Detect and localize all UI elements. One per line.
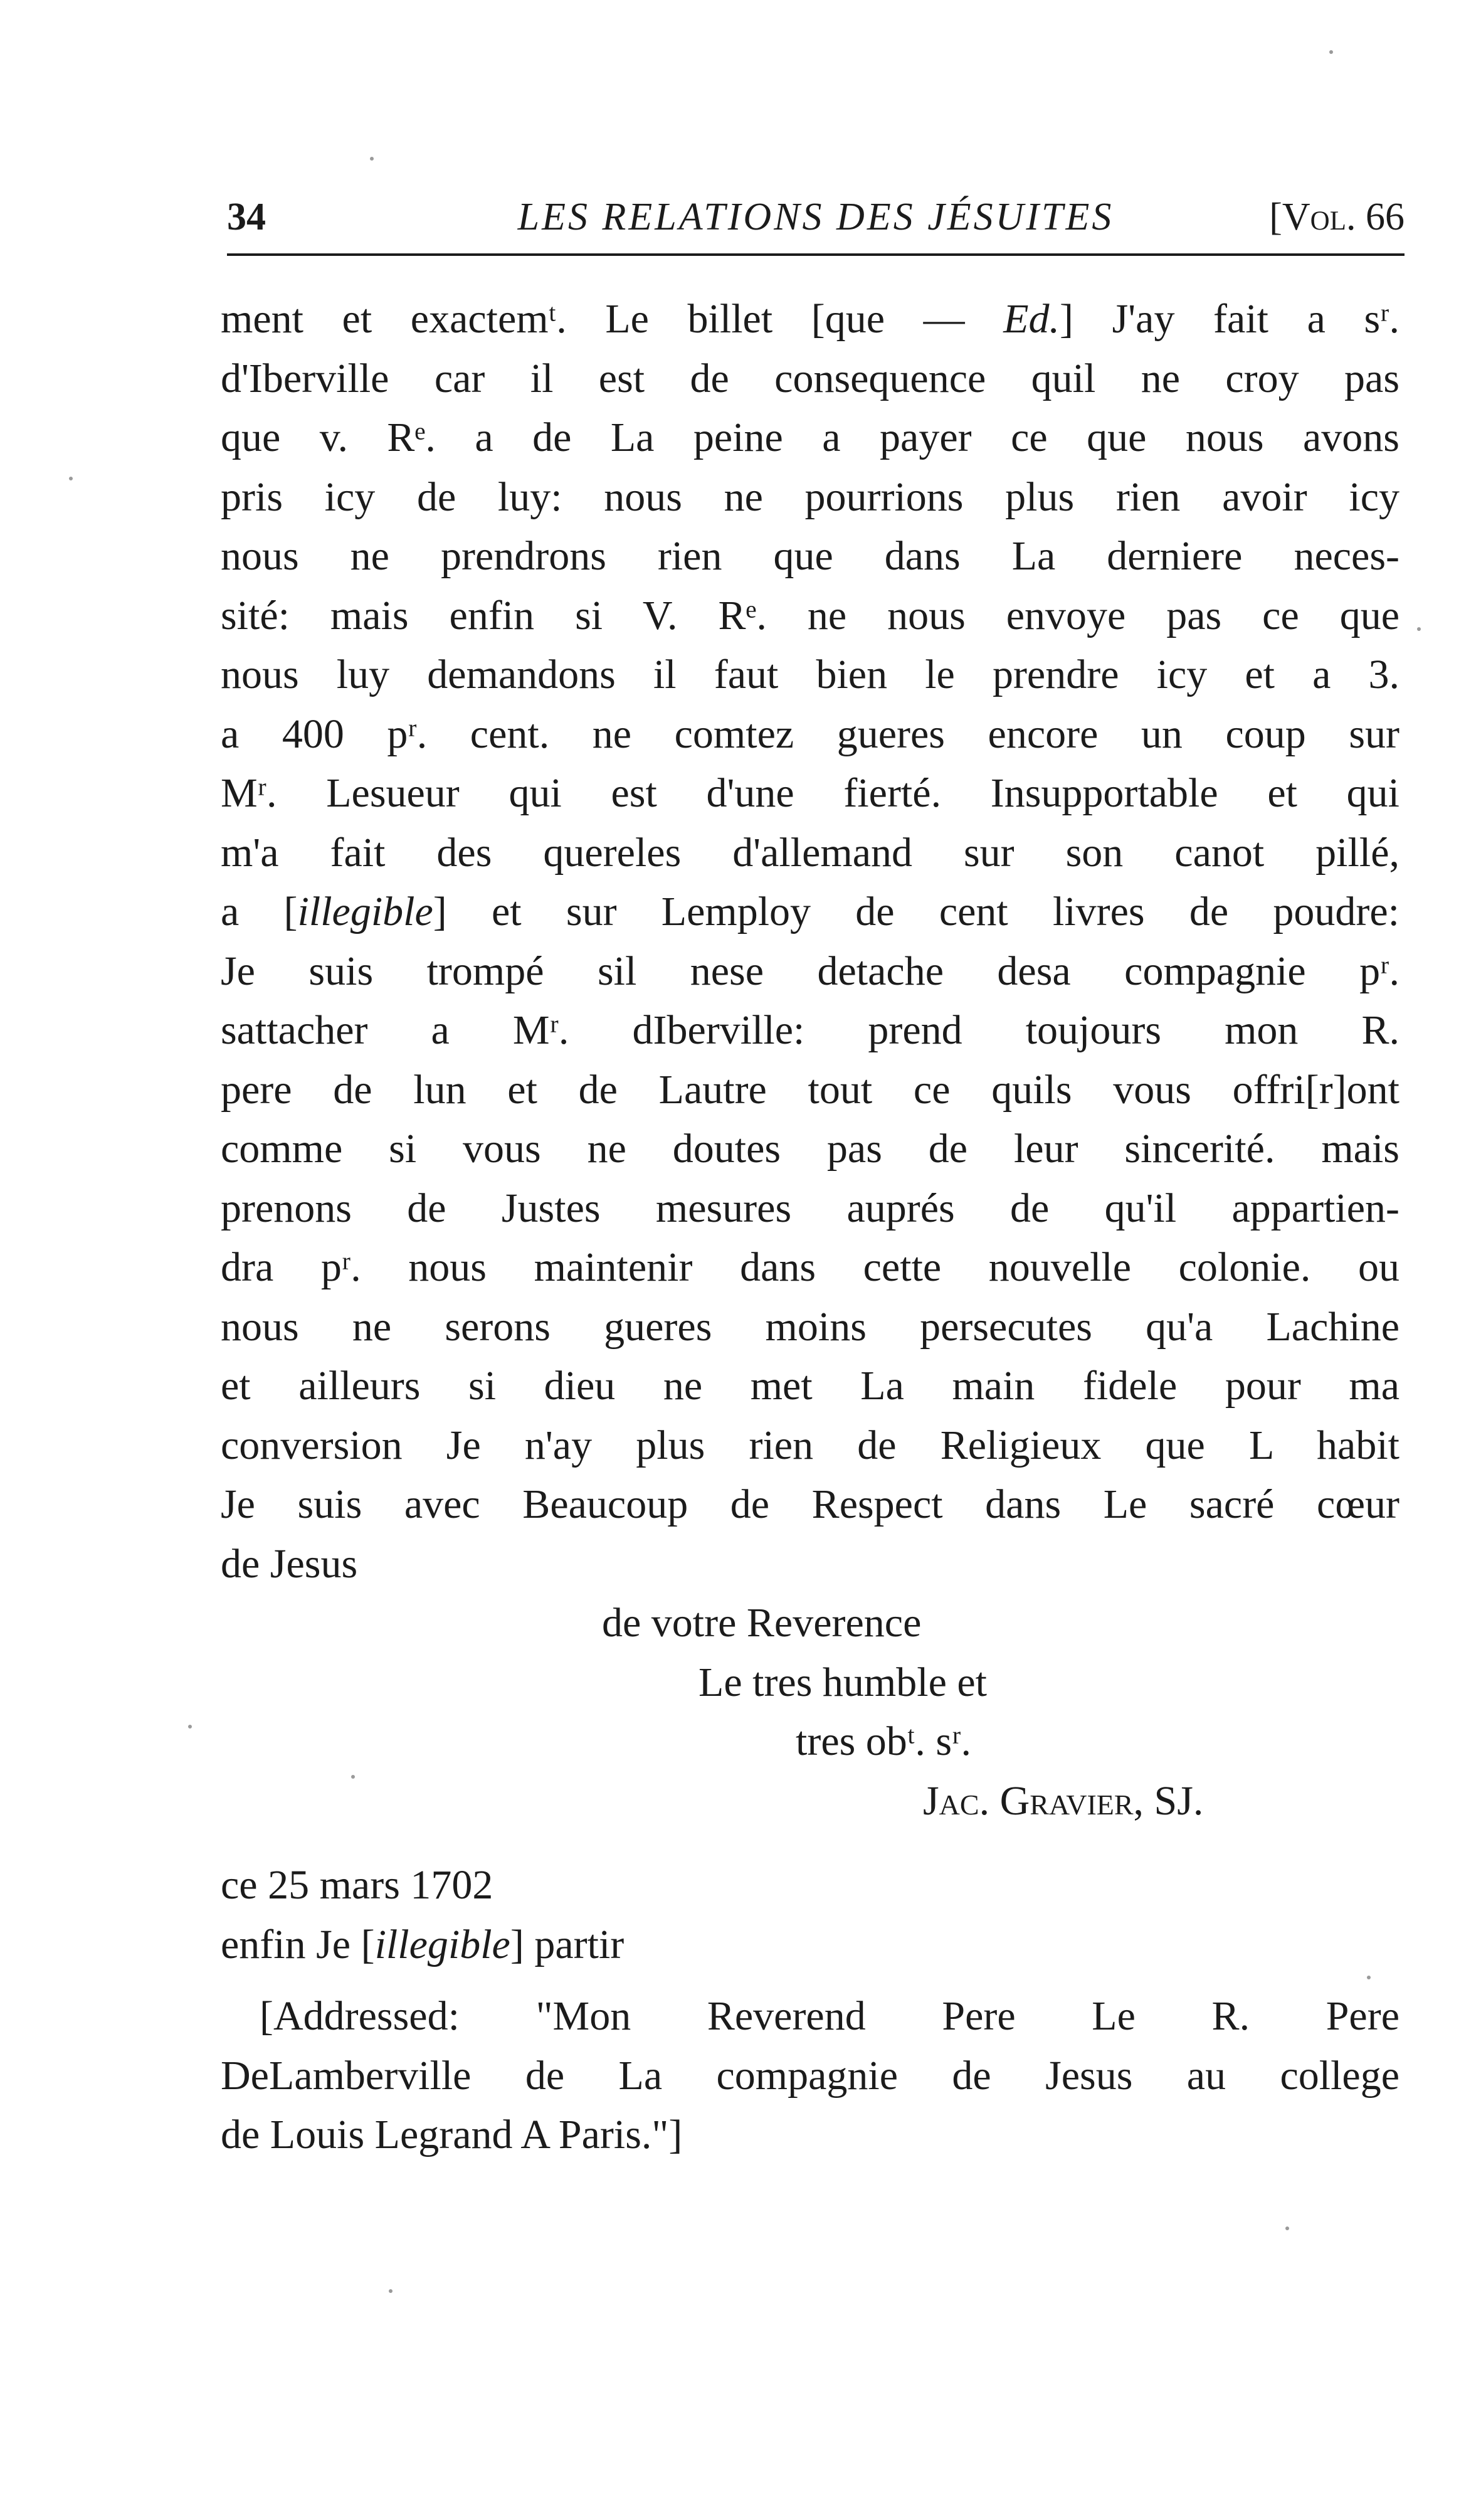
- text-line: a [illegible] et sur Lemploy de cent livres de poudre:: [221, 889, 1399, 934]
- running-title: LES RELATIONS DES JÉSUITES: [517, 196, 1114, 238]
- signature: Jac. Gravier, SJ.: [923, 1777, 1204, 1824]
- text-line: pris icy de luy: nous ne pourrions plus rien avoir icy: [221, 474, 1399, 520]
- text-line: sattacher a Mʳ. dIberville: prend toujours mon R.: [221, 1007, 1399, 1053]
- text-line: et ailleurs si dieu ne met La main fidele pour ma: [221, 1363, 1399, 1409]
- text-line: d'Iberville car il est de consequence quil ne croy pas: [221, 355, 1399, 401]
- postscript: enfin Je [illegible] partir: [221, 1921, 625, 1967]
- text-line: prenons de Justes mesures auprés de qu'il appartien-: [221, 1185, 1399, 1231]
- text-line: dra pʳ. nous maintenir dans cette nouvelle colonie. ou: [221, 1244, 1399, 1290]
- text-line: conversion Je n'ay plus rien de Religieux que L habit: [221, 1422, 1399, 1468]
- scan-speck: [389, 2289, 393, 2293]
- letter-body: [221, 290, 1399, 2165]
- scan-speck: [370, 157, 374, 161]
- scan-speck: [1285, 2226, 1289, 2230]
- text-line: nous ne serons gueres moins persecutes qu'a Lachine: [221, 1303, 1399, 1350]
- spacer: [221, 1831, 1399, 1856]
- address-line: [Addressed: "Mon Reverend Pere Le R. Pere: [260, 1993, 1399, 2039]
- text-line: ment et exactemᵗ. Le billet [que — Ed.] J'ay fait a sʳ.: [221, 296, 1399, 342]
- scan-speck: [1367, 1976, 1371, 1979]
- closing-line: de votre Reverence: [602, 1600, 922, 1646]
- text-line: de Jesus: [221, 1540, 358, 1587]
- closing-line: tres obᵗ. sʳ.: [796, 1718, 971, 1764]
- closing-line: Le tres humble et: [698, 1659, 988, 1705]
- text-line: Je suis avec Beaucoup de Respect dans Le sacré cœur: [221, 1481, 1399, 1527]
- date-line: ce 25 mars 1702: [221, 1862, 493, 1908]
- text-line: nous luy demandons il faut bien le prendre icy et a 3.: [221, 652, 1399, 697]
- spacer: [221, 1974, 1399, 1987]
- running-head: [227, 188, 1405, 246]
- scan-speck: [188, 1725, 192, 1729]
- scan-speck: [351, 1775, 355, 1779]
- header-rule: [227, 253, 1405, 256]
- scan-speck: [1329, 50, 1333, 54]
- text-line: que v. Rᵉ. a de La peine a payer ce que nous avons: [221, 415, 1399, 460]
- text-line: sité: mais enfin si V. Rᵉ. ne nous envoye pas ce que: [221, 592, 1399, 638]
- text-line: a 400 pʳ. cent. ne comtez gueres encore un coup sur: [221, 711, 1399, 757]
- address-line: de Louis Legrand A Paris."]: [221, 2112, 683, 2157]
- text-line: Mʳ. Lesueur qui est d'une fierté. Insupportable et qui: [221, 770, 1399, 816]
- text-line: m'a fait des quereles d'allemand sur son canot pillé,: [221, 829, 1399, 876]
- text-line: pere de lun et de Lautre tout ce quils vous offri[r]ont: [221, 1066, 1399, 1113]
- volume-reference: [Vol. 66: [1269, 196, 1405, 238]
- page-number: 34: [227, 196, 266, 238]
- scan-speck: [69, 477, 73, 480]
- text-line: Je suis trompé sil nese detache desa compagnie pʳ.: [221, 948, 1399, 994]
- text-line: nous ne prendrons rien que dans La derniere neces-: [221, 533, 1399, 579]
- text-line: comme si vous ne doutes pas de leur sincerité. mais: [221, 1126, 1399, 1172]
- address-line: DeLamberville de La compagnie de Jesus au college: [221, 2052, 1399, 2099]
- scan-speck: [1417, 627, 1421, 631]
